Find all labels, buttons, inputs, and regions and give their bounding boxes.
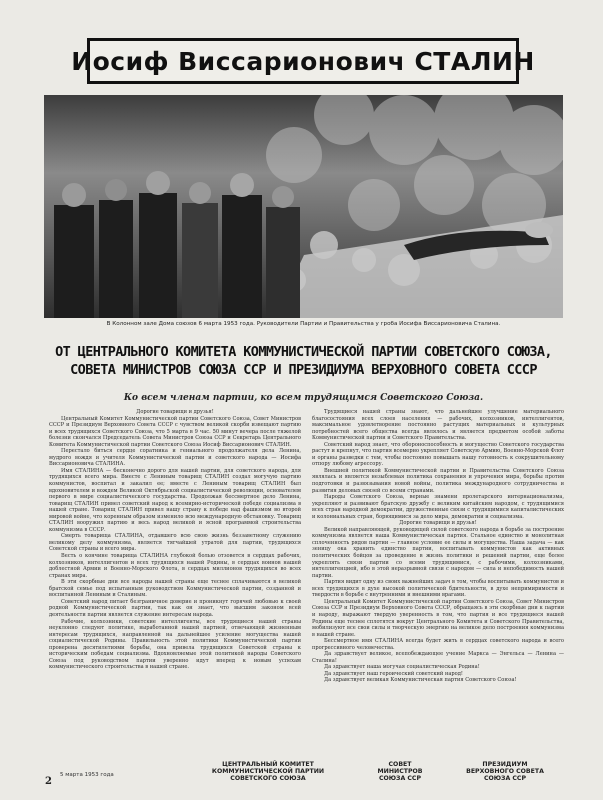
photo-caption: В Колонном зале Дома союзов 6 марта 1953 года. Руководители Партии и Правительства у гроба Иосифа Виссарионовича Сталина.: [106, 321, 501, 327]
paragraph: Центральный Комитет Коммунистической партии Советского Союза, Совет Министров Союза ССР и Президиум Верховного Совета СССР, обращаясь в эти скорбные дни к партии и народу, выражают твердую уверенность в том, что партия и все трудящиеся нашей Родины еще теснее сплотятся вокруг Центрального Комитета и Советского Правительства, мобилизуют все свои силы и творческую энергию на великое дело построения коммунизма в нашей стране.: [312, 598, 564, 638]
paragraph: В эти скорбные дни все народы нашей страны еще теснее сплачиваются в великой братской семье под испытанным руководством Коммунистической партии, созданной и воспитанной Лениным и Сталиным.: [49, 579, 301, 599]
signature-line: КОММУНИСТИЧЕСКОЙ ПАРТИИ: [211, 768, 325, 776]
paragraph: Партия видит одну из своих важнейших задач в том, чтобы воспитывать коммунистов и всех трудящихся в духе высокой политической бдительности, в духе непримиримости и твердости в борьбе с внутренними и внешними врагами.: [312, 579, 564, 599]
paragraph: Дорогие товарищи и друзья!: [399, 520, 477, 527]
paragraph: Трудящиеся нашей страны знают, что дальнейшее улучшение материального благосостояния всех слоев населения — рабочих, колхозников, интеллигентов, максимальное удовлетворение постоянно растущих материальных и культурных потребностей всего общества всегда являлось и является предметом особой заботы Коммунистической партии и Советского Правительства.: [312, 409, 564, 442]
paragraph: Смерть товарища СТАЛИНА, отдавшего всю свою жизнь беззаветному служению великому делу коммунизма, является тягчайшей утратой для партии, трудящихся Советской страны и всего мира.: [49, 533, 301, 553]
signature-line: СОВЕТСКОГО СОЮЗА: [230, 775, 306, 783]
paragraph: Бессмертное имя СТАЛИНА всегда будет жить в сердцах советского народа и всего прогрессивного человечества.: [312, 638, 564, 651]
signature-line: СОВЕТ: [388, 761, 412, 768]
paragraph: Советский народ питает безграничное доверие и проникнут горячей любовью к своей родной Коммунистической партии, так как он знает, что высшим законом всей деятельности партии является служение интересам народа.: [49, 598, 301, 618]
headline-line: СОВЕТА МИНИСТРОВ СОЮЗА ССР И ПРЕЗИДИУМА ВЕРХОВНОГО СОВЕТА СССР: [70, 362, 537, 378]
paragraph: Центральный Комитет Коммунистической партии Советского Союза, Совет Министров СССР и Президиум Верховного Совета СССР с чувством великой скорби извещают партию и всех трудящихся Советского Союза, что 5 марта в 9 час. 50 минут вечера после тяжелой болезни скончался Председатель Совета Министров Союза ССР и Секретарь Центрального Комитета Коммунистической партии Советского Союза Иосиф Виссарионович СТАЛИН.: [49, 415, 301, 448]
date: 5 марта 1953 года: [60, 772, 114, 778]
page-number: 2: [45, 776, 52, 787]
paragraph: Да здравствует наш героический советский народ!: [324, 670, 463, 677]
paragraph: Имя СТАЛИНА — бесконечно дорого для нашей партии, для советского народа, для трудящихся всего мира. Вместе с Лениным товарищ СТАЛИН создал могучую партию коммунистов, воспитал и закалил ее; вместе с Лениным товарищ СТАЛИН был вдохновителем и вождем Великой Октябрьской социалистической революции, основателем первого в мире социалистического государства. Продолжая бессмертное дело Ленина, товарищ СТАЛИН привел советский народ к всемирно-исторической победе социализма в нашей стране. Товарищ СТАЛИН привел нашу страну к победе над фашизмом во второй мировой войне, что коренным образом изменило всю международную обстановку. Товарищ СТАЛИН вооружил партию и весь народ великой и ясной программой строительства коммунизма в СССР.: [49, 467, 301, 533]
signature-line: ВЕРХОВНОГО СОВЕТА: [466, 768, 544, 776]
page-title: Иосиф Виссарионович СТАЛИН: [71, 46, 535, 76]
paragraph: Перестало биться сердце соратника и гениального продолжателя дела Ленина, мудрого вождя и учителя Коммунистической партии и советского народа — Иосифа Виссарионовича СТАЛИНА.: [49, 448, 301, 468]
right-column: [312, 409, 564, 684]
signature-presidium: [455, 761, 555, 783]
signature-line: ЦЕНТРАЛЬНЫЙ КОМИТЕТ: [222, 761, 314, 768]
headline: [48, 343, 559, 379]
paragraph: Советский народ знает, что обороноспособность и могущество Советского государства растут и крепнут, что партия всемерно укрепляет Советскую Армию, Военно-Морской Флот и органы разведки с тем, чтобы постоянно повышать нашу готовность к сокрушительному отпору любому агрессору.: [312, 441, 564, 468]
signature-line: СОЮЗА ССР: [378, 775, 422, 783]
signature-central-committee: [208, 761, 328, 783]
title-box: [71, 38, 535, 84]
signature-council-of-ministers: [360, 761, 440, 783]
paragraph: Внешней политикой Коммунистической партии и Правительства Советского Союза являлась и является незыблемая политика сохранения и упрочения мира, борьбы против подготовки и развязывания новой войны, политика международного сотрудничества и развития деловых связей со всеми странами.: [312, 467, 564, 494]
paragraph: Великой направляющей, руководящей силой советского народа в борьбе за построение коммунизма является наша Коммунистическая партия. Стальное единство и монолитная сплоченность рядов партии — главное условие ее силы и могущества. Наша задача — как зеницу ока хранить единство партии, воспитывать коммунистов как активных политических бойцов за проведение в жизнь политики и решений партии, еще более укреплять связи партии со всеми трудящимися, с рабочими, колхозниками, интеллигенцией, ибо в этой неразрывной связи с народом — сила и непобедимость нашей партии.: [312, 526, 564, 579]
left-column: [49, 409, 301, 671]
signature-line: МИНИСТРОВ: [377, 768, 423, 776]
subhead: Ко всем членам партии, ко всем трудящимся Советского Союза.: [123, 393, 484, 403]
paragraph: Да здравствует великая Коммунистическая партия Советского Союза!: [324, 677, 517, 684]
signature-line: ПРЕЗИДИУМ: [482, 761, 528, 768]
paragraph: Рабочие, колхозники, советские интеллигенты, все трудящиеся нашей страны неуклонно следуют политике, выработанной нашей партией, отвечающей жизненным интересам трудящихся, направленной на дальнейшее усиление могущества нашей социалистической Родины. Правильность этой политики Коммунистической партии проверена десятилетиями борьбы, она привела трудящихся Советской страны к историческим победам социализма. Вдохновляемые этой политикой народы Советского Союза под руководством партии уверенно идут вперед к новым успехам коммунистического строительства в нашей стране.: [49, 618, 301, 671]
headline-line: ОТ ЦЕНТРАЛЬНОГО КОМИТЕТА КОММУНИСТИЧЕСКОЙ ПАРТИИ СОВЕТСКОГО СОЮЗА,: [55, 344, 552, 360]
paragraph: Народы Советского Союза, верные знамени пролетарского интернационализма, укрепляют и развивают братскую дружбу с великим китайским народом, с трудящимися всех стран народной демократии, дружественные связи с трудящимися капиталистических и колониальных стран, борющимися за дело мира, демократии и социализма.: [312, 494, 564, 520]
signature-line: СОЮЗА ССР: [483, 775, 527, 783]
paragraph: Да здравствует наша могучая социалистическая Родина!: [324, 664, 480, 671]
photo: [44, 95, 563, 318]
paragraph: Весть о кончине товарища СТАЛИНА глубокой болью отзовется в сердцах рабочих, колхозников, интеллигентов и всех трудящихся нашей Родины, в сердцах воинов нашей доблестной Армии и Военно-Морского Флота, в сердцах миллионов трудящихся во всех странах мира.: [49, 553, 301, 579]
photo-illustration: [44, 95, 563, 318]
paragraph: Дорогие товарищи и друзья!: [136, 409, 214, 415]
paragraph: Да здравствует великое, всепобеждающее учение Маркса — Энгельса — Ленина — Сталина!: [312, 651, 564, 664]
